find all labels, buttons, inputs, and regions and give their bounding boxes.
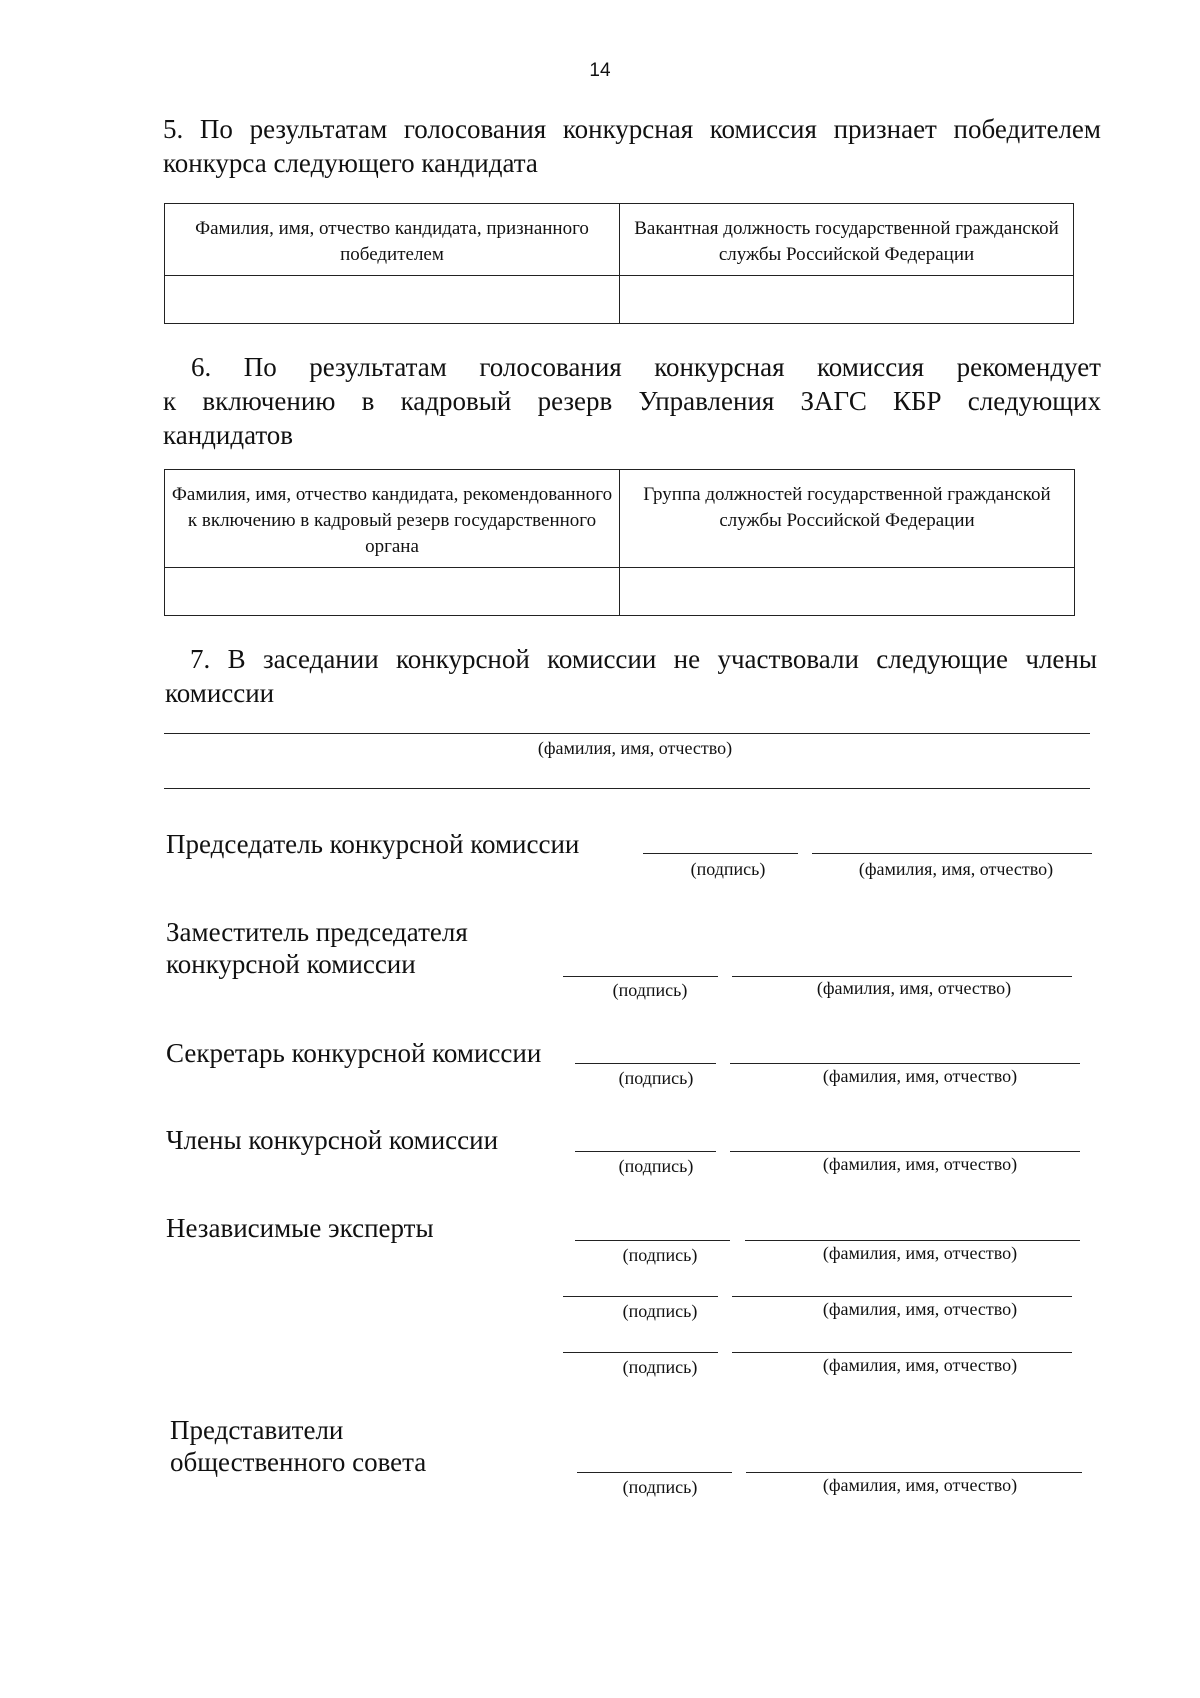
absent-members-fio-caption: (фамилия, имя, отчество) [537, 738, 733, 758]
expert-3-fio-line[interactable] [732, 1352, 1072, 1353]
secretary-signature-caption: (подпись) [618, 1068, 694, 1088]
deputy-fio-caption: (фамилия, имя, отчество) [816, 978, 1012, 998]
public-council-label-line-1: Представители [170, 1415, 344, 1445]
members-label: Члены конкурсной комиссии [166, 1125, 499, 1155]
deputy-signature-caption: (подпись) [612, 980, 688, 1000]
members-signature-line[interactable] [575, 1151, 716, 1152]
chairman-fio-line[interactable] [812, 853, 1092, 854]
absent-members-line-2[interactable] [164, 788, 1090, 789]
public-council-fio-line[interactable] [746, 1472, 1082, 1473]
expert-1-fio-line[interactable] [745, 1240, 1080, 1241]
section-6-line-2: к включению в кадровый резерв Управления ЗАГС КБР следующих [163, 386, 1101, 416]
section-5-text [163, 112, 1101, 180]
chairman-fio-caption: (фамилия, имя, отчество) [858, 859, 1054, 879]
public-council-signature-caption: (подпись) [622, 1477, 698, 1497]
expert-3-fio-caption: (фамилия, имя, отчество) [822, 1355, 1018, 1375]
expert-2-fio-line[interactable] [732, 1296, 1072, 1297]
winner-table-header-name: Фамилия, имя, отчество кандидата, признанного победителем [165, 204, 620, 276]
reserve-table-cell-group[interactable] [620, 568, 1075, 616]
winner-table [164, 203, 1074, 324]
members-signature-caption: (подпись) [618, 1156, 694, 1176]
expert-2-signature-line[interactable] [563, 1296, 718, 1297]
section-6-text [163, 350, 1101, 452]
section-6-line-3: кандидатов [163, 420, 294, 450]
chairman-signature-caption: (подпись) [690, 859, 766, 879]
section-7-line-1: 7. В заседании конкурсной комиссии не участвовали следующие члены [190, 644, 1097, 674]
winner-table-cell-name[interactable] [165, 276, 620, 324]
chairman-signature-line[interactable] [643, 853, 798, 854]
section-7-line-2: комиссии [165, 678, 275, 708]
section-7-text [165, 642, 1097, 710]
reserve-table [164, 469, 1075, 616]
public-council-fio-caption: (фамилия, имя, отчество) [822, 1475, 1018, 1495]
secretary-signature-line[interactable] [575, 1063, 716, 1064]
winner-table-header-position: Вакантная должность государственной гражданской службы Российской Федерации [620, 204, 1074, 276]
expert-2-signature-caption: (подпись) [622, 1301, 698, 1321]
members-fio-line[interactable] [730, 1151, 1080, 1152]
winner-table-cell-position[interactable] [620, 276, 1074, 324]
expert-1-fio-caption: (фамилия, имя, отчество) [822, 1243, 1018, 1263]
deputy-signature-line[interactable] [563, 976, 718, 977]
section-6-line-1: 6. По результатам голосования конкурсная комиссия рекомендует [191, 352, 1101, 382]
expert-3-signature-line[interactable] [563, 1352, 718, 1353]
members-fio-caption: (фамилия, имя, отчество) [822, 1154, 1018, 1174]
reserve-table-header-name: Фамилия, имя, отчество кандидата, рекомендованного к включению в кадровый резерв государственного органа [165, 470, 620, 568]
reserve-table-cell-name[interactable] [165, 568, 620, 616]
deputy-label-line-2: конкурсной комиссии [166, 949, 416, 979]
deputy-label-line-1: Заместитель председателя [166, 917, 468, 947]
absent-members-line-1[interactable] [164, 733, 1090, 734]
expert-2-fio-caption: (фамилия, имя, отчество) [822, 1299, 1018, 1319]
secretary-fio-caption: (фамилия, имя, отчество) [822, 1066, 1018, 1086]
secretary-fio-line[interactable] [730, 1063, 1080, 1064]
expert-1-signature-line[interactable] [575, 1240, 730, 1241]
section-5-line-2: конкурса следующего кандидата [163, 148, 538, 178]
experts-label: Независимые эксперты [166, 1213, 434, 1243]
public-council-label-line-2: общественного совета [170, 1447, 427, 1477]
secretary-label: Секретарь конкурсной комиссии [166, 1038, 542, 1068]
deputy-fio-line[interactable] [732, 976, 1072, 977]
page-number: 14 [589, 60, 611, 81]
chairman-label: Председатель конкурсной комиссии [166, 829, 580, 859]
expert-1-signature-caption: (подпись) [622, 1245, 698, 1265]
expert-3-signature-caption: (подпись) [622, 1357, 698, 1377]
section-5-line-1: 5. По результатам голосования конкурсная комиссия признает победителем [163, 114, 1101, 144]
public-council-signature-line[interactable] [577, 1472, 732, 1473]
reserve-table-header-group: Группа должностей государственной гражданской службы Российской Федерации [620, 470, 1075, 568]
